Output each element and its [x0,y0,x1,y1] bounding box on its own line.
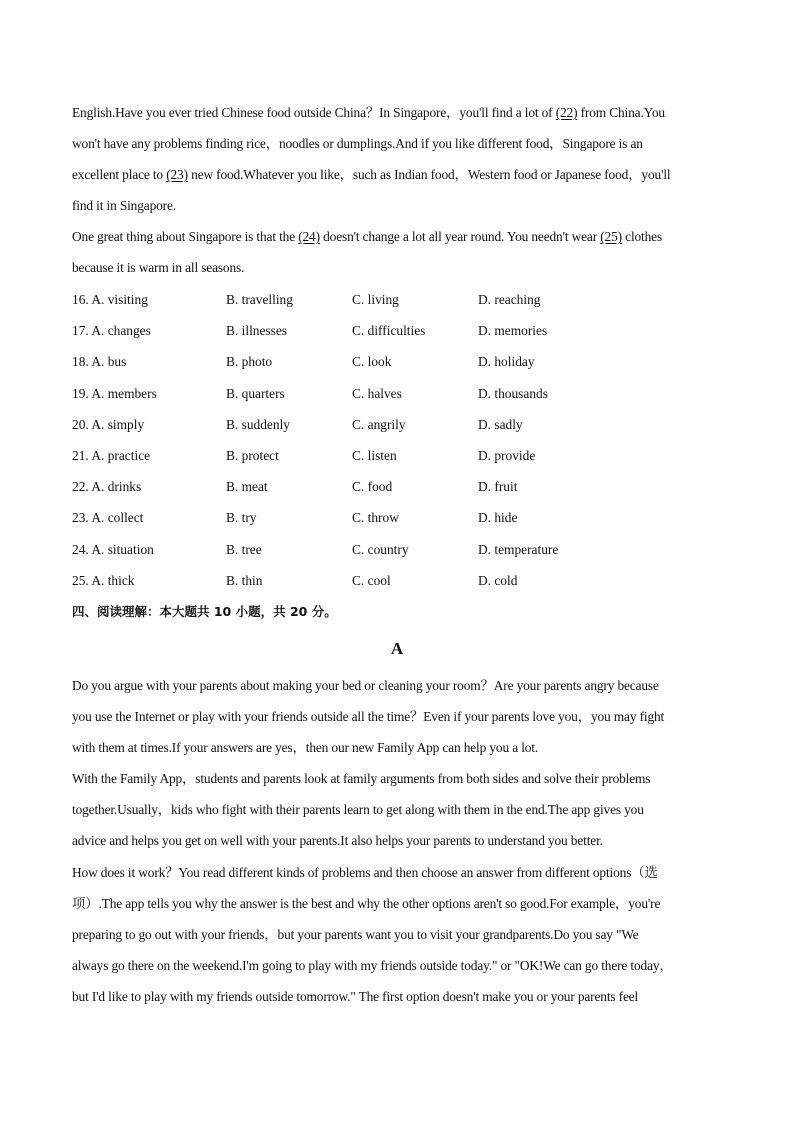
option-a: 16. A. visiting [72,292,148,307]
option-row [72,569,722,600]
option-row [72,288,722,319]
option-d: D. reaching [478,292,541,307]
passage-line: excellent place to (23) new food.Whatever you like，such as Indian food，Western food or Japanese food，you'll [72,167,671,182]
passage-line: you use the Internet or play with your friends outside all the time？Even if your parents love you，you may fight [72,709,665,725]
option-c: C. cool [352,572,391,588]
section-heading: 四、阅读理解：本大题共 10 小题，共 20 分。 [72,604,337,619]
reading-passage-a [72,674,722,1016]
passage-line: always go there on the weekend.I'm going to play with my friends outside today." or "OK!We can go there today， [72,957,673,973]
option-a: 25. A. thick [72,572,135,588]
option-c: C. look [352,354,392,370]
blank-23: (23) [166,167,188,182]
option-b: B. protect [226,447,279,463]
passage-title: A [390,639,404,658]
option-b: B. travelling [226,292,293,307]
passage-line: find it in Singapore. [72,198,176,213]
option-a: 21. A. practice [72,447,151,463]
option-c: C. listen [352,447,397,463]
option-a: 24. A. situation [72,541,154,557]
option-row [72,506,722,537]
blank-25: (25) [600,229,622,244]
option-a: 18. A. bus [72,354,127,370]
passage-line: advice and helps you get on well with your parents.It also helps your parents to understand you better. [72,833,603,849]
option-b: B. thin [226,572,263,588]
cloze-passage [72,101,722,287]
passage-line: won't have any problems finding rice，noodles or dumplings.And if you like different food，Singapore is an [72,136,643,151]
option-d: D. memories [478,323,548,339]
passage-line: with them at times.If your answers are yes，then our new Family App can help you a lot. [72,740,539,756]
passage-line: One great thing about Singapore is that the (24) doesn't change a lot all year round. You needn't wear (25) clothes [72,229,663,244]
option-d: D. fruit [478,479,518,495]
option-b: B. suddenly [226,416,290,432]
option-b: B. quarters [226,385,285,401]
options-list [72,288,722,600]
option-row [72,444,722,475]
option-d: D. cold [478,572,518,588]
blank-24: (24) [298,229,320,244]
passage-line: With the Family App，students and parents look at family arguments from both sides and solve their problems [72,771,651,787]
option-d: D. temperature [478,541,559,557]
option-a: 22. A. drinks [72,479,142,495]
option-row [72,413,722,444]
option-d: D. thousands [478,385,548,401]
option-d: D. provide [478,447,536,463]
option-b: B. photo [226,354,273,370]
blank-22: (22) [555,105,578,120]
option-a: 19. A. members [72,385,157,401]
passage-line: Do you argue with your parents about making your bed or cleaning your room？Are your parents angry because [72,678,659,693]
option-row [72,350,722,381]
passage-line: 项）.The app tells you why the answer is the best and why the other options aren't so good.For example，you're [72,895,661,911]
option-c: C. halves [352,385,402,401]
option-row [72,475,722,506]
option-row [72,319,722,350]
option-b: B. meat [226,479,268,495]
passage-line: together.Usually，kids who fight with their parents learn to get along with them in the end.The app gives you [72,802,644,818]
option-b: B. tree [226,541,262,557]
option-a: 20. A. simply [72,416,145,432]
passage-line: preparing to go out with your friends，but your parents want you to visit your grandparents.Do you say "We [72,926,639,942]
option-c: C. throw [352,510,399,526]
passage-line: because it is warm in all seasons. [72,260,245,275]
option-c: C. angrily [352,416,406,432]
option-row [72,538,722,569]
option-row [72,382,722,413]
option-d: D. hide [478,510,518,526]
option-d: D. holiday [478,354,535,370]
option-a: 17. A. changes [72,323,151,339]
option-b: B. illnesses [226,323,288,339]
passage-line: English.Have you ever tried Chinese food outside China？In Singapore，you'll find a lot of (22) from China.You [72,105,665,120]
option-d: D. sadly [478,416,523,432]
option-b: B. try [226,510,257,526]
option-c: C. living [352,292,399,307]
option-c: C. food [352,479,393,495]
option-c: C. country [352,541,409,557]
option-c: C. difficulties [352,323,426,339]
passage-line: How does it work？You read different kinds of problems and then choose an answer from different options（选 [72,864,658,880]
option-a: 23. A. collect [72,510,144,526]
passage-line: but I'd like to play with my friends outside tomorrow." The first option doesn't make you or your parents feel [72,988,639,1004]
